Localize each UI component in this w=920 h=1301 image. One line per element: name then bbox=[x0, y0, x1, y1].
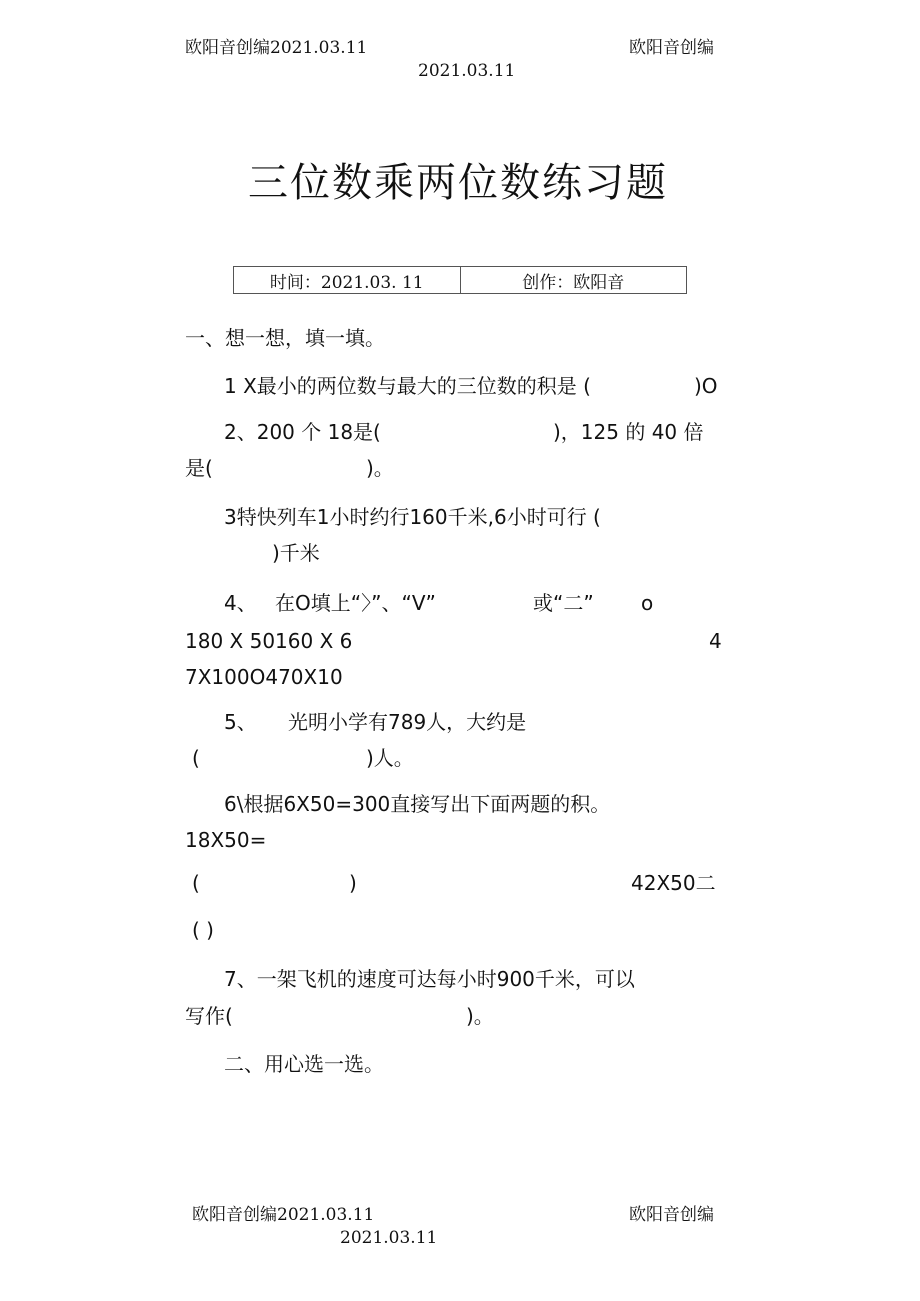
q2-part-d: )。 bbox=[366, 456, 394, 480]
header-center-date: 2021.03.11 bbox=[418, 61, 516, 81]
q1-end: )O bbox=[694, 374, 718, 398]
q6-part-c: ( bbox=[192, 871, 200, 895]
footer-center-date: 2021.03.11 bbox=[340, 1228, 438, 1248]
q7-part-a: 7、一架飞机的速度可达每小时900千米，可以 bbox=[224, 967, 635, 991]
header-left: 欧阳音创编2021.03.11 bbox=[185, 38, 368, 58]
q6-part-e: 42X50二 bbox=[631, 871, 716, 895]
q6-part-d: ) bbox=[349, 871, 357, 895]
header-right: 欧阳音创编 bbox=[629, 38, 714, 58]
info-table bbox=[233, 266, 687, 294]
q6-part-a: 6\根据6X50=300直接写出下面两题的积。 bbox=[224, 792, 611, 816]
q2-part-c: 是( bbox=[185, 456, 213, 480]
q1-text: 1 X最小的两位数与最大的三位数的积是 ( bbox=[224, 374, 591, 398]
q6-part-f: ( ) bbox=[192, 918, 214, 942]
q2-part-a: 2、200 个 18是( bbox=[224, 420, 381, 444]
q5-part-b: 光明小学有789人，大约是 bbox=[288, 710, 527, 734]
info-author: 创作：欧阳音 bbox=[460, 267, 687, 293]
footer-right: 欧阳音创编 bbox=[629, 1205, 714, 1225]
footer-left: 欧阳音创编2021.03.11 bbox=[192, 1205, 375, 1225]
info-time: 时间：2021.03. 11 bbox=[269, 272, 424, 293]
page-title: 三位数乘两位数练习题 bbox=[248, 160, 668, 206]
q7-part-b: 写作( bbox=[185, 1004, 233, 1028]
q3-part-b: )千米 bbox=[272, 541, 320, 565]
q2-part-b: )，125 的 40 倍 bbox=[553, 420, 704, 444]
q4-part-g: 7X100O470X10 bbox=[185, 665, 343, 689]
q4-part-c: 或“二” bbox=[533, 591, 594, 615]
q5-part-c: ( bbox=[192, 746, 200, 770]
q5-part-d: )人。 bbox=[366, 746, 414, 770]
q4-part-f: 4 bbox=[709, 629, 722, 653]
section1-heading: 一、想一想，填一填。 bbox=[185, 326, 385, 350]
q7-part-c: )。 bbox=[466, 1004, 494, 1028]
section2-heading: 二、用心选一选。 bbox=[224, 1052, 384, 1076]
q5-part-a: 5、 bbox=[224, 710, 257, 734]
q4-part-b: 在O填上“〉”、“V” bbox=[275, 591, 436, 615]
q6-part-b: 18X50= bbox=[185, 828, 267, 852]
q4-part-a: 4、 bbox=[224, 591, 257, 615]
q4-part-d: o bbox=[641, 591, 654, 615]
q4-part-e: 180 X 50160 X 6 bbox=[185, 629, 353, 653]
q3-part-a: 3特快列车1小时约行160千米,6小时可行 ( bbox=[224, 505, 601, 529]
